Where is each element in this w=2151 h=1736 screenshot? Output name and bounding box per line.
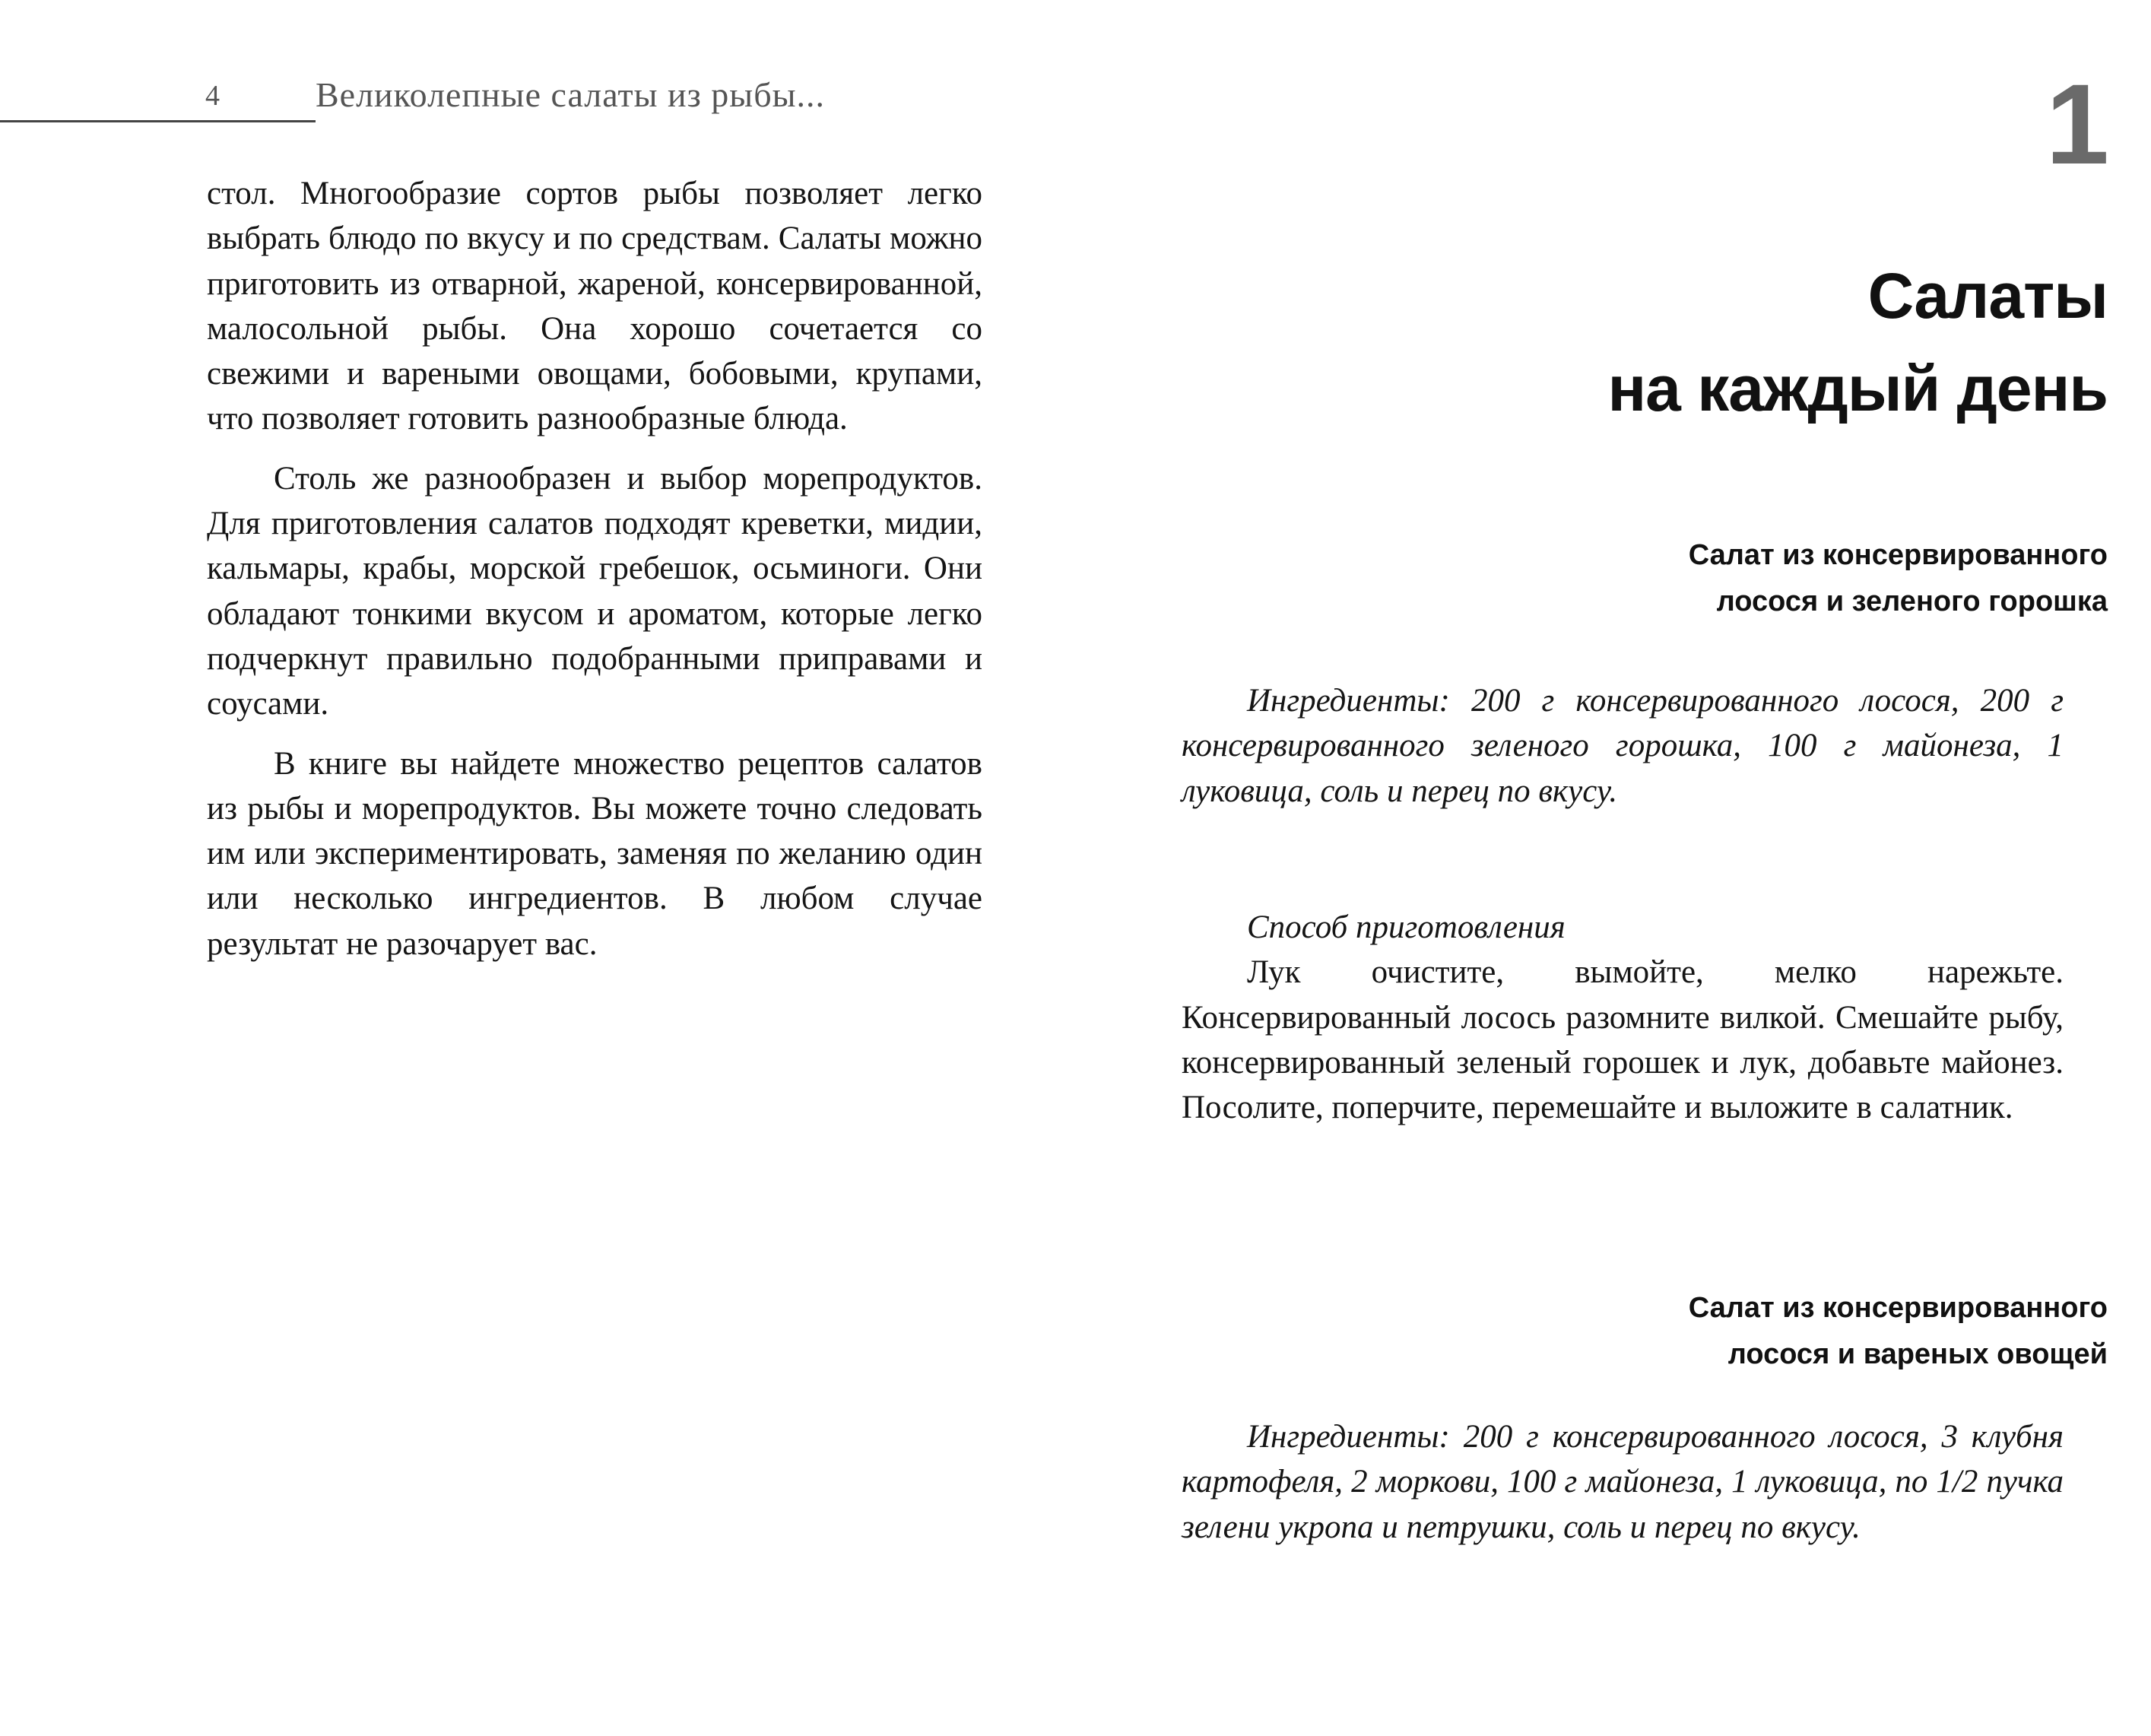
recipe-2-title [1347,1285,2108,1378]
intro-text [207,171,982,981]
recipe-1-title-line-1: Салат из консервированного [1688,539,2108,571]
recipe-2-title-line-1: Салат из консервированного [1688,1292,2108,1324]
recipe-1-method-text: Лук очистите, вымойте, мелко нарежьте. Консервированный лосось разомните вилкой. Смешайте рыбу, консервированный зеленый горошек и лук, добавьте майонез. Посолите, поперчите, перемешайте и выложите в салатник. [1182,954,2064,1126]
recipe-1-method [1182,905,2064,1130]
chapter-title-line-2: на каждый день [1607,353,2108,424]
chapter-title-line-1: Салаты [1867,260,2108,332]
recipe-1-title [1347,532,2108,625]
running-head [0,75,988,128]
chapter-title [1195,249,2108,435]
page-number: 4 [205,80,220,112]
recipe-1-title-line-2: лосося и зеленого горошка [1716,586,2108,617]
intro-paragraph-3: В книге вы найдете множество рецептов салатов из рыбы и морепродуктов. Вы можете точно следовать им или экспериментировать, заменяя по желанию один или несколько ингредиентов. В любом случае результат не разочарует вас. [207,745,982,962]
recipe-2-title-line-2: лосося и вареных овощей [1727,1338,2108,1370]
running-head-rule [0,120,316,122]
recipe-2-ingredients: Ингредиенты: 200 г консервированного лосося, 3 клубня картофеля, 2 моркови, 100 г майонеза, 1 луковица, по 1/2 пучка зелени укропа и петрушки, соль и перец по вкусу. [1182,1419,2064,1545]
recipe-1-ingredients: Ингредиенты: 200 г консервированного лосося, 200 г консервированного зеленого горошка, 100 г майонеза, 1 луковица, соль и перец по вкусу. [1182,683,2064,809]
running-title: Великолепные салаты из рыбы... [316,75,826,114]
intro-paragraph-1: стол. Многообразие сортов рыбы позволяет легко выбрать блюдо по вкусу и по средствам. Салаты можно приготовить из отварной, жареной, консервированной, малосольной рыбы. Она хорошо сочетается со свежими и вареными овощами, бобовыми, крупами, что позволяет готовить разнообразные блюда. [207,176,982,437]
chapter-number: 1 [2045,60,2109,188]
recipe-1-method-heading: Способ приготовления [1247,909,1566,945]
intro-paragraph-2: Столь же разнообразен и выбор морепродуктов. Для приготовления салатов подходят креветки, мидии, кальмары, крабы, морской гребешок, осьминоги. Они обладают тонкими вкусом и ароматом, которые легко подчеркнут правильно подобранными приправами и соусами. [207,460,982,722]
right-page [1075,0,2151,1736]
left-page [0,0,1075,1736]
